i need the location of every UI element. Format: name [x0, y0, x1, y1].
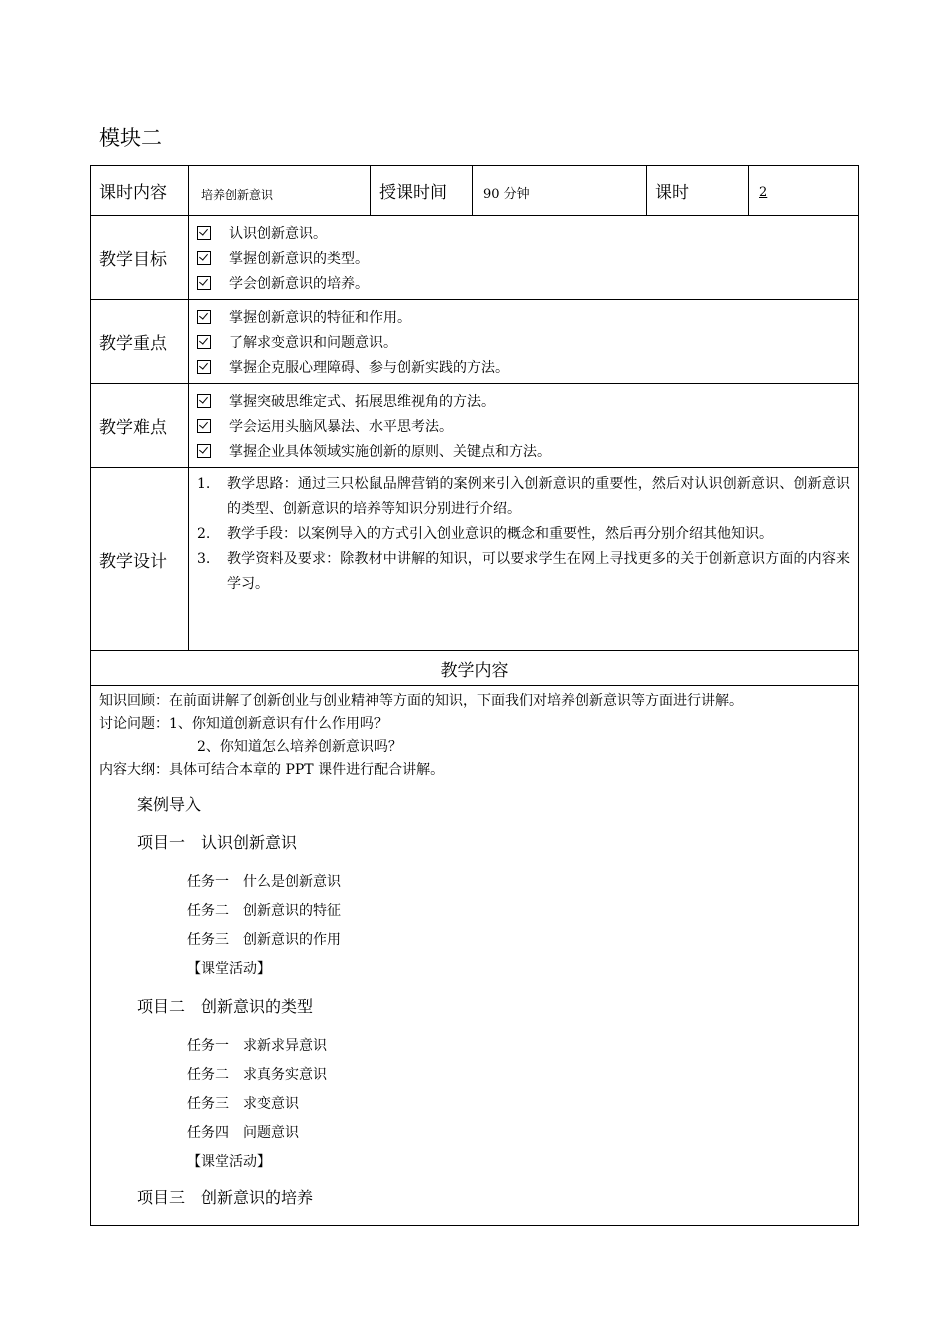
content-heading: 教学内容 — [91, 651, 859, 686]
design-number: 3. — [197, 551, 211, 567]
goals-row — [91, 216, 859, 300]
project-1-activity: 【课堂活动】 — [187, 961, 271, 977]
outline-line — [99, 759, 850, 782]
checkbox-icon — [197, 335, 211, 349]
key-points-row — [91, 300, 859, 384]
time-label: 授课时间 — [371, 166, 473, 216]
checkbox-icon — [197, 444, 211, 458]
hours-value-cell — [749, 166, 859, 216]
key-point-text: 掌握创新意识的特征和作用。 — [229, 309, 411, 326]
goal-item — [197, 220, 858, 245]
project-2-task: 任务二 求真务实意识 — [187, 1067, 327, 1083]
discussion-label: 讨论问题： — [99, 716, 169, 732]
key-point-item — [197, 304, 858, 329]
discussion-line — [99, 713, 850, 736]
design-number: 1. — [197, 476, 211, 492]
checkbox-icon — [197, 419, 211, 433]
review-text: 在前面讲解了创新创业与创业精神等方面的知识，下面我们对培养创新意识等方面进行讲解。 — [169, 693, 743, 709]
checkbox-icon — [197, 394, 211, 408]
design-text: 教学资料及要求：除教材中讲解的知识，可以要求学生在网上寻找更多的关于创新意识方面的内容来学习。 — [227, 551, 850, 592]
hours-label: 课时 — [647, 166, 749, 216]
content-row — [91, 686, 859, 1226]
outline-text: 具体可结合本章的 PPT 课件进行配合讲解。 — [169, 762, 445, 778]
design-label: 教学设计 — [91, 468, 189, 651]
lesson-plan-table — [90, 165, 859, 1226]
design-text: 教学思路：通过三只松鼠品牌营销的案例来引入创新意识的重要性，然后对认识创新意识、创新意识的类型、创新意识的培养等知识分别进行介绍。 — [227, 476, 850, 517]
discussion-question-1: 1、你知道创新意识有什么作用吗？ — [169, 716, 388, 732]
discussion-question-2: 2、你知道怎么培养创新意识吗？ — [197, 739, 402, 755]
goals-label: 教学目标 — [91, 216, 189, 300]
goal-text: 认识创新意识。 — [229, 225, 327, 242]
goal-text: 学会创新意识的培养。 — [229, 275, 369, 292]
design-item — [197, 547, 850, 597]
checkbox-icon — [197, 226, 211, 240]
goal-item — [197, 270, 858, 295]
project-2-activity: 【课堂活动】 — [187, 1154, 271, 1170]
key-point-text: 掌握企克服心理障碍、参与创新实践的方法。 — [229, 359, 509, 376]
design-item — [197, 522, 850, 547]
project-2-title: 项目二 创新意识的类型 — [137, 997, 314, 1016]
checkbox-icon — [197, 360, 211, 374]
checkbox-icon — [197, 310, 211, 324]
difficulty-text: 掌握突破思维定式、拓展思维视角的方法。 — [229, 393, 495, 410]
checkbox-icon — [197, 276, 211, 290]
time-value: 90 分钟 — [473, 166, 647, 216]
difficulties-row — [91, 384, 859, 468]
design-list — [189, 468, 859, 651]
design-row — [91, 468, 859, 651]
content-value: 培养创新意识 — [189, 166, 371, 216]
project-2-task: 任务四 问题意识 — [187, 1125, 299, 1141]
difficulty-text: 掌握企业具体领域实施创新的原则、关键点和方法。 — [229, 443, 551, 460]
content-label: 课时内容 — [91, 166, 189, 216]
content-body — [91, 686, 859, 1226]
content-heading-row — [91, 651, 859, 686]
goal-text: 掌握创新意识的类型。 — [229, 250, 369, 267]
project-3-title: 项目三 创新意识的培养 — [137, 1188, 314, 1207]
difficulty-item — [197, 438, 858, 463]
checkbox-icon — [197, 251, 211, 265]
project-1-task: 任务二 创新意识的特征 — [187, 903, 341, 919]
project-2-task: 任务一 求新求异意识 — [187, 1038, 327, 1054]
header-row — [91, 166, 859, 216]
review-label: 知识回顾： — [99, 693, 169, 709]
goals-list — [189, 216, 859, 300]
difficulties-label: 教学难点 — [91, 384, 189, 468]
case-intro: 案例导入 — [137, 795, 202, 814]
project-1-task: 任务一 什么是创新意识 — [187, 874, 341, 890]
outline-label: 内容大纲： — [99, 762, 169, 778]
key-points-label: 教学重点 — [91, 300, 189, 384]
design-item — [197, 472, 850, 522]
difficulty-item — [197, 413, 858, 438]
goal-item — [197, 245, 858, 270]
project-1-task: 任务三 创新意识的作用 — [187, 932, 341, 948]
module-title: 模块二 — [99, 126, 162, 150]
key-point-item — [197, 329, 858, 354]
project-2-task: 任务三 求变意识 — [187, 1096, 299, 1112]
key-point-text: 了解求变意识和问题意识。 — [229, 334, 397, 351]
project-1-title: 项目一 认识创新意识 — [137, 833, 298, 852]
hours-value: 2 — [759, 185, 768, 200]
key-point-item — [197, 354, 858, 379]
difficulty-text: 学会运用头脑风暴法、水平思考法。 — [229, 418, 453, 435]
review-line — [99, 690, 850, 713]
design-number: 2. — [197, 526, 211, 542]
difficulty-item — [197, 388, 858, 413]
design-text: 教学手段：以案例导入的方式引入创业意识的概念和重要性，然后再分别介绍其他知识。 — [227, 526, 773, 542]
key-points-list — [189, 300, 859, 384]
difficulties-list — [189, 384, 859, 468]
